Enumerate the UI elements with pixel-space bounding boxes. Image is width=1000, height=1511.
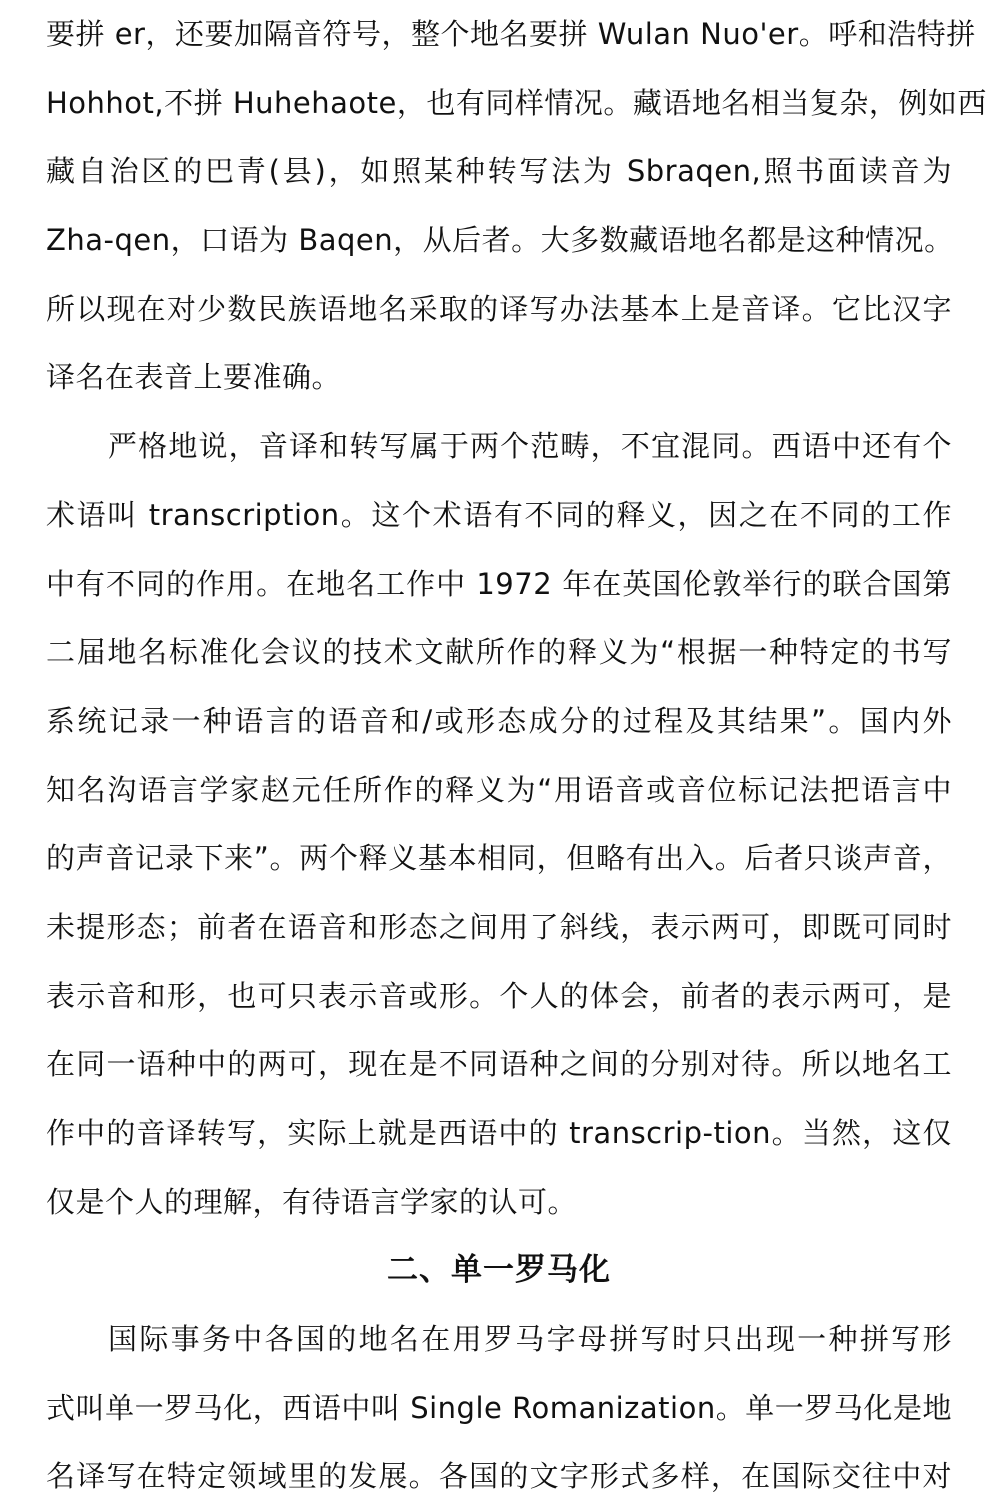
- text-line: 名译写在特定领域里的发展。各国的文字形式多样，在国际交往中对: [46, 1459, 952, 1494]
- text-line: 知名沟语言学家赵元任所作的释义为“用语音或音位标记法把语言中: [46, 772, 952, 807]
- text-line: 中有不同的作用。在地名工作中 1972 年在英国伦敦举行的联合国第: [46, 566, 952, 601]
- text-line: Hohhot,不拼 Huhehaote，也有同样情况。藏语地名相当复杂，例如西: [46, 85, 987, 120]
- document-page: [46, 0, 987, 1511]
- text-line: 式叫单一罗马化，西语中叫 Single Romanization。单一罗马化是地: [46, 1390, 952, 1425]
- text-line: 译名在表音上要准确。: [46, 360, 342, 395]
- text-line: 严格地说，音译和转写属于两个范畴，不宜混同。西语中还有个: [108, 429, 952, 464]
- section-heading: 二、单一罗马化: [387, 1252, 611, 1289]
- text-line: 术语叫 transcription。这个术语有不同的释义，因之在不同的工作: [46, 497, 952, 532]
- text-line: 系统记录一种语言的语音和/或形态成分的过程及其结果”。国内外: [46, 703, 952, 738]
- paragraph-transcription: [46, 412, 952, 1236]
- text-line: 未提形态；前者在语音和形态之间用了斜线，表示两可，即既可同时: [46, 909, 952, 944]
- text-line: 的声音记录下来”。两个释义基本相同，但略有出入。后者只谈声音，: [46, 841, 952, 876]
- text-line: 在同一语种中的两可，现在是不同语种之间的分别对待。所以地名工: [46, 1047, 952, 1082]
- paragraph-single-romanization: [46, 1305, 952, 1511]
- text-line: 作中的音译转写，实际上就是西语中的 transcrip-tion。当然，这仅: [46, 1116, 952, 1150]
- text-line: 国际事务中各国的地名在用罗马字母拼写时只出现一种拼写形: [108, 1322, 952, 1357]
- paragraph-transliteration: [46, 0, 987, 412]
- text-line: 要拼 er，还要加隔音符号，整个地名要拼 Wulan Nuo'er。呼和浩特拼: [46, 17, 976, 51]
- text-line: Zha-qen，口语为 Baqen，从后者。大多数藏语地名都是这种情况。: [46, 223, 954, 258]
- text-line: 表示音和形，也可只表示音或形。个人的体会，前者的表示两可，是: [46, 978, 952, 1013]
- text-line: 所以现在对少数民族语地名采取的译写办法基本上是音译。它比汉字: [46, 291, 952, 326]
- text-line: 二届地名标准化会议的技术文献所作的释义为“根据一种特定的书写: [46, 635, 952, 670]
- text-line: 仅是个人的理解，有待语言学家的认可。: [46, 1184, 578, 1219]
- text-line: 藏自治区的巴青(县)，如照某种转写法为 Sbraqen,照书面读音为: [46, 154, 952, 189]
